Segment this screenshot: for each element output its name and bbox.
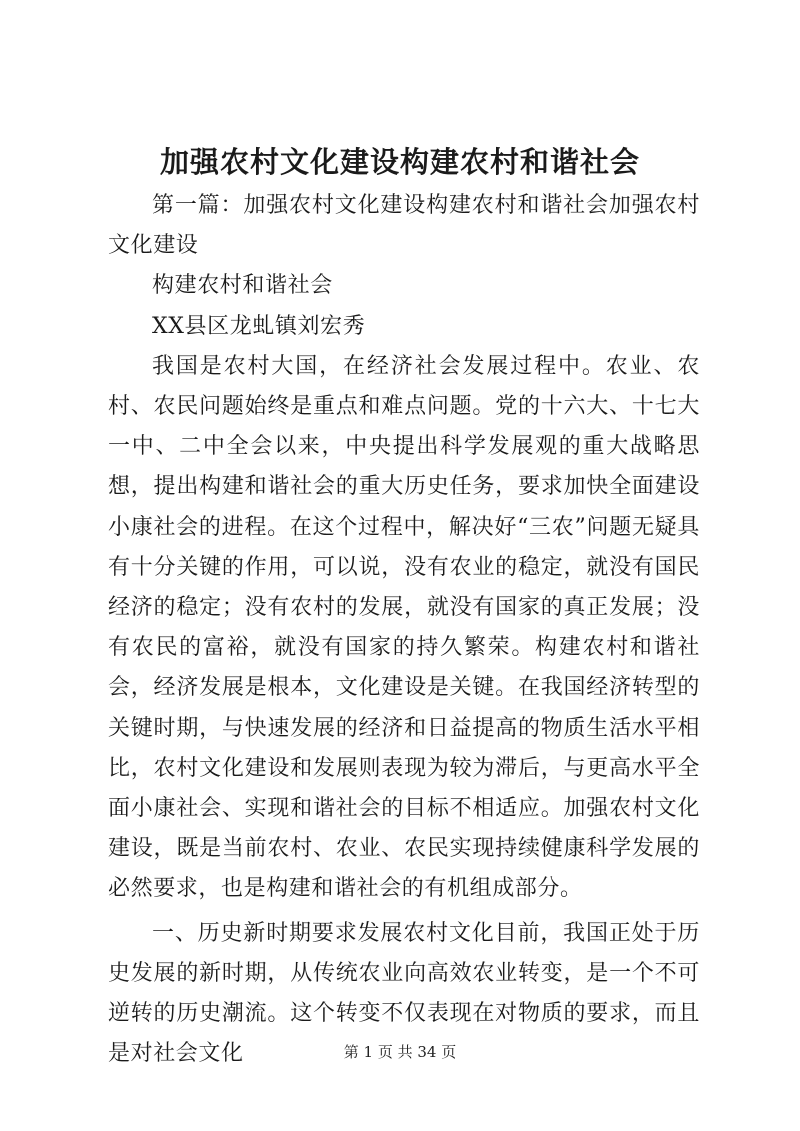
page-number: 第 1 页 共 34 页 [343, 1043, 457, 1061]
paragraph-subtitle: 构建农村和谐社会 [152, 273, 333, 299]
document-title: 加强农村文化建设构建农村和谐社会 [159, 145, 640, 179]
document-body [108, 186, 700, 1074]
paragraph-heading: 第一篇：加强农村文化建设构建农村和谐社会加强农村文化建设 [108, 193, 700, 259]
paragraph-intro: 我国是农村大国，在经济社会发展过程中。农业、农村、农民问题始终是重点和难点问题。党的十六大、十七大一中、二中全会以来，中央提出科学发展观的重大战略思想，提出构建和谐社会的重大历史任务，要求加快全面建设小康社会的进程。在这个过程中，解决好“三农”问题无疑具有十分关键的作用，可以说，没有农业的稳定，就没有国民经济的稳定；没有农村的发展，就没有国家的真正发展；没有农民的富裕，就没有国家的持久繁荣。构建农村和谐社会，经济发展是根本，文化建设是关键。在我国经济转型的关键时期，与快速发展的经济和日益提高的物质生活水平相比，农村文化建设和发展则表现为较为滞后，与更高水平全面小康社会、实现和谐社会的目标不相适应。加强农村文化建设，既是当前农村、农业、农民实现持续健康科学发展的必然要求，也是构建和谐社会的有机组成部分。 [108, 353, 700, 902]
paragraph-section-one: 一、历史新时期要求发展农村文化目前，我国正处于历史发展的新时期，从传统农业向高效农业转变，是一个不可逆转的历史潮流。这个转变不仅表现在对物质的要求，而且是对社会文化 [108, 920, 700, 1067]
paragraph-author: XX县区龙虬镇刘宏秀 [152, 313, 366, 339]
